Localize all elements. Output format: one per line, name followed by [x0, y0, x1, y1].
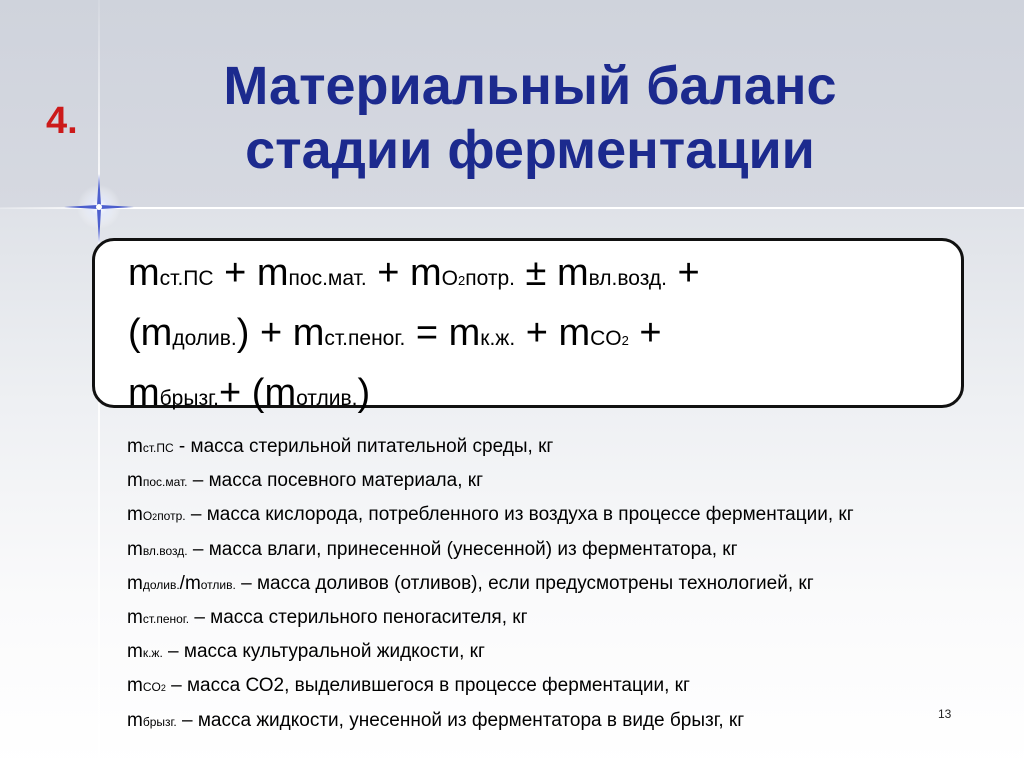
- legend-item: [127, 605, 987, 632]
- legend-list: [127, 434, 987, 742]
- subscript: потр.: [465, 267, 515, 290]
- subscript: пос.мат.: [142, 475, 188, 489]
- legend-item: [127, 537, 987, 564]
- text-segment: – масса влаги, принесенной (унесенной) из ферментатора, кг: [187, 539, 738, 560]
- mass-symbol: m: [184, 573, 201, 594]
- text-segment: /: [179, 573, 185, 594]
- text-segment: – масса СО2, выделившегося в процессе ферментации, кг: [165, 675, 690, 696]
- slide-title: [150, 54, 910, 182]
- subscript: к.ж.: [480, 327, 516, 350]
- text-segment: – масса стерильного пеногасителя, кг: [189, 607, 528, 628]
- formula-line: [128, 367, 953, 425]
- mass-symbol: m: [127, 436, 143, 457]
- text-segment: +: [213, 252, 257, 294]
- mass-symbol: m: [556, 252, 589, 294]
- mass-symbol: m: [140, 312, 173, 354]
- mass-symbol: m: [127, 470, 143, 491]
- mass-symbol: m: [410, 252, 442, 294]
- subscript: ст.пеног.: [142, 612, 190, 626]
- page-number: 13: [938, 707, 952, 721]
- text-segment: =: [405, 312, 449, 354]
- subscript: потр.: [157, 509, 186, 523]
- balance-formula-box: [92, 238, 964, 414]
- subscript: брызг.: [159, 387, 220, 410]
- text-segment: +: [515, 312, 559, 354]
- formula-line: [128, 247, 953, 307]
- legend-item: [127, 639, 987, 666]
- subscript: вл.возд.: [142, 544, 188, 558]
- legend-item: [127, 708, 987, 735]
- text-segment: +: [667, 252, 700, 294]
- formula-line: [128, 307, 953, 367]
- legend-item: [127, 468, 987, 495]
- text-segment: – масса доливов (отливов), если предусмотрены технологией, кг: [235, 573, 814, 594]
- mass-symbol: m: [448, 312, 481, 354]
- text-segment: – масса кислорода, потребленного из воздуха в процессе ферментации, кг: [185, 504, 854, 525]
- text-segment: ±: [514, 252, 557, 294]
- subscript: долив.: [172, 327, 237, 350]
- subscript: 2: [621, 333, 629, 348]
- text-segment: +: [366, 252, 410, 294]
- title-line: стадии ферментации: [245, 120, 815, 180]
- subscript: брызг.: [142, 715, 177, 729]
- text-segment: – масса посевного материала, кг: [187, 470, 484, 491]
- mass-symbol: m: [128, 252, 160, 294]
- text-segment: - масса стерильной питательной среды, кг: [173, 436, 554, 457]
- text-segment: + (: [219, 372, 265, 414]
- subscript: отлив.: [200, 578, 236, 592]
- subscript: долив.: [142, 578, 180, 592]
- mass-symbol: m: [264, 372, 297, 414]
- subscript: отлив.: [296, 387, 358, 410]
- subscript: O: [441, 267, 458, 290]
- subscript: ст.ПС: [159, 267, 214, 290]
- mass-symbol: m: [256, 252, 289, 294]
- mass-symbol: m: [127, 641, 143, 662]
- text-segment: – масса культуральной жидкости, кг: [162, 641, 485, 662]
- subscript: CO: [590, 327, 622, 350]
- slide-number: 4.: [46, 100, 78, 142]
- text-segment: +: [628, 312, 662, 354]
- legend-item: [127, 673, 987, 701]
- subscript: пос.мат.: [288, 267, 367, 290]
- subscript: 2: [152, 512, 158, 522]
- text-segment: – масса жидкости, унесенной из ферментатора в виде брызг, кг: [176, 710, 745, 731]
- mass-symbol: m: [558, 312, 591, 354]
- mass-symbol: m: [127, 675, 143, 696]
- text-segment: (: [128, 312, 141, 354]
- mass-symbol: m: [127, 710, 143, 731]
- subscript: CO: [142, 680, 161, 694]
- subscript: 2: [458, 273, 466, 288]
- title-line: Материальный баланс: [223, 56, 837, 116]
- subscript: ст.пеног.: [324, 327, 406, 350]
- mass-symbol: m: [127, 504, 143, 525]
- legend-item: [127, 502, 987, 530]
- legend-item: [127, 571, 987, 598]
- subscript: 2: [160, 683, 166, 693]
- mass-symbol: m: [127, 573, 143, 594]
- horizontal-accent-line: [0, 207, 1024, 209]
- mass-symbol: m: [127, 607, 143, 628]
- legend-item: [127, 434, 987, 461]
- subscript: к.ж.: [142, 646, 163, 660]
- mass-symbol: m: [292, 312, 325, 354]
- mass-symbol: m: [128, 372, 160, 414]
- text-segment: ) +: [236, 312, 293, 354]
- text-segment: ): [357, 372, 371, 414]
- subscript: вл.возд.: [588, 267, 667, 290]
- mass-symbol: m: [127, 539, 143, 560]
- subscript: O: [142, 509, 153, 523]
- subscript: ст.ПС: [142, 441, 174, 455]
